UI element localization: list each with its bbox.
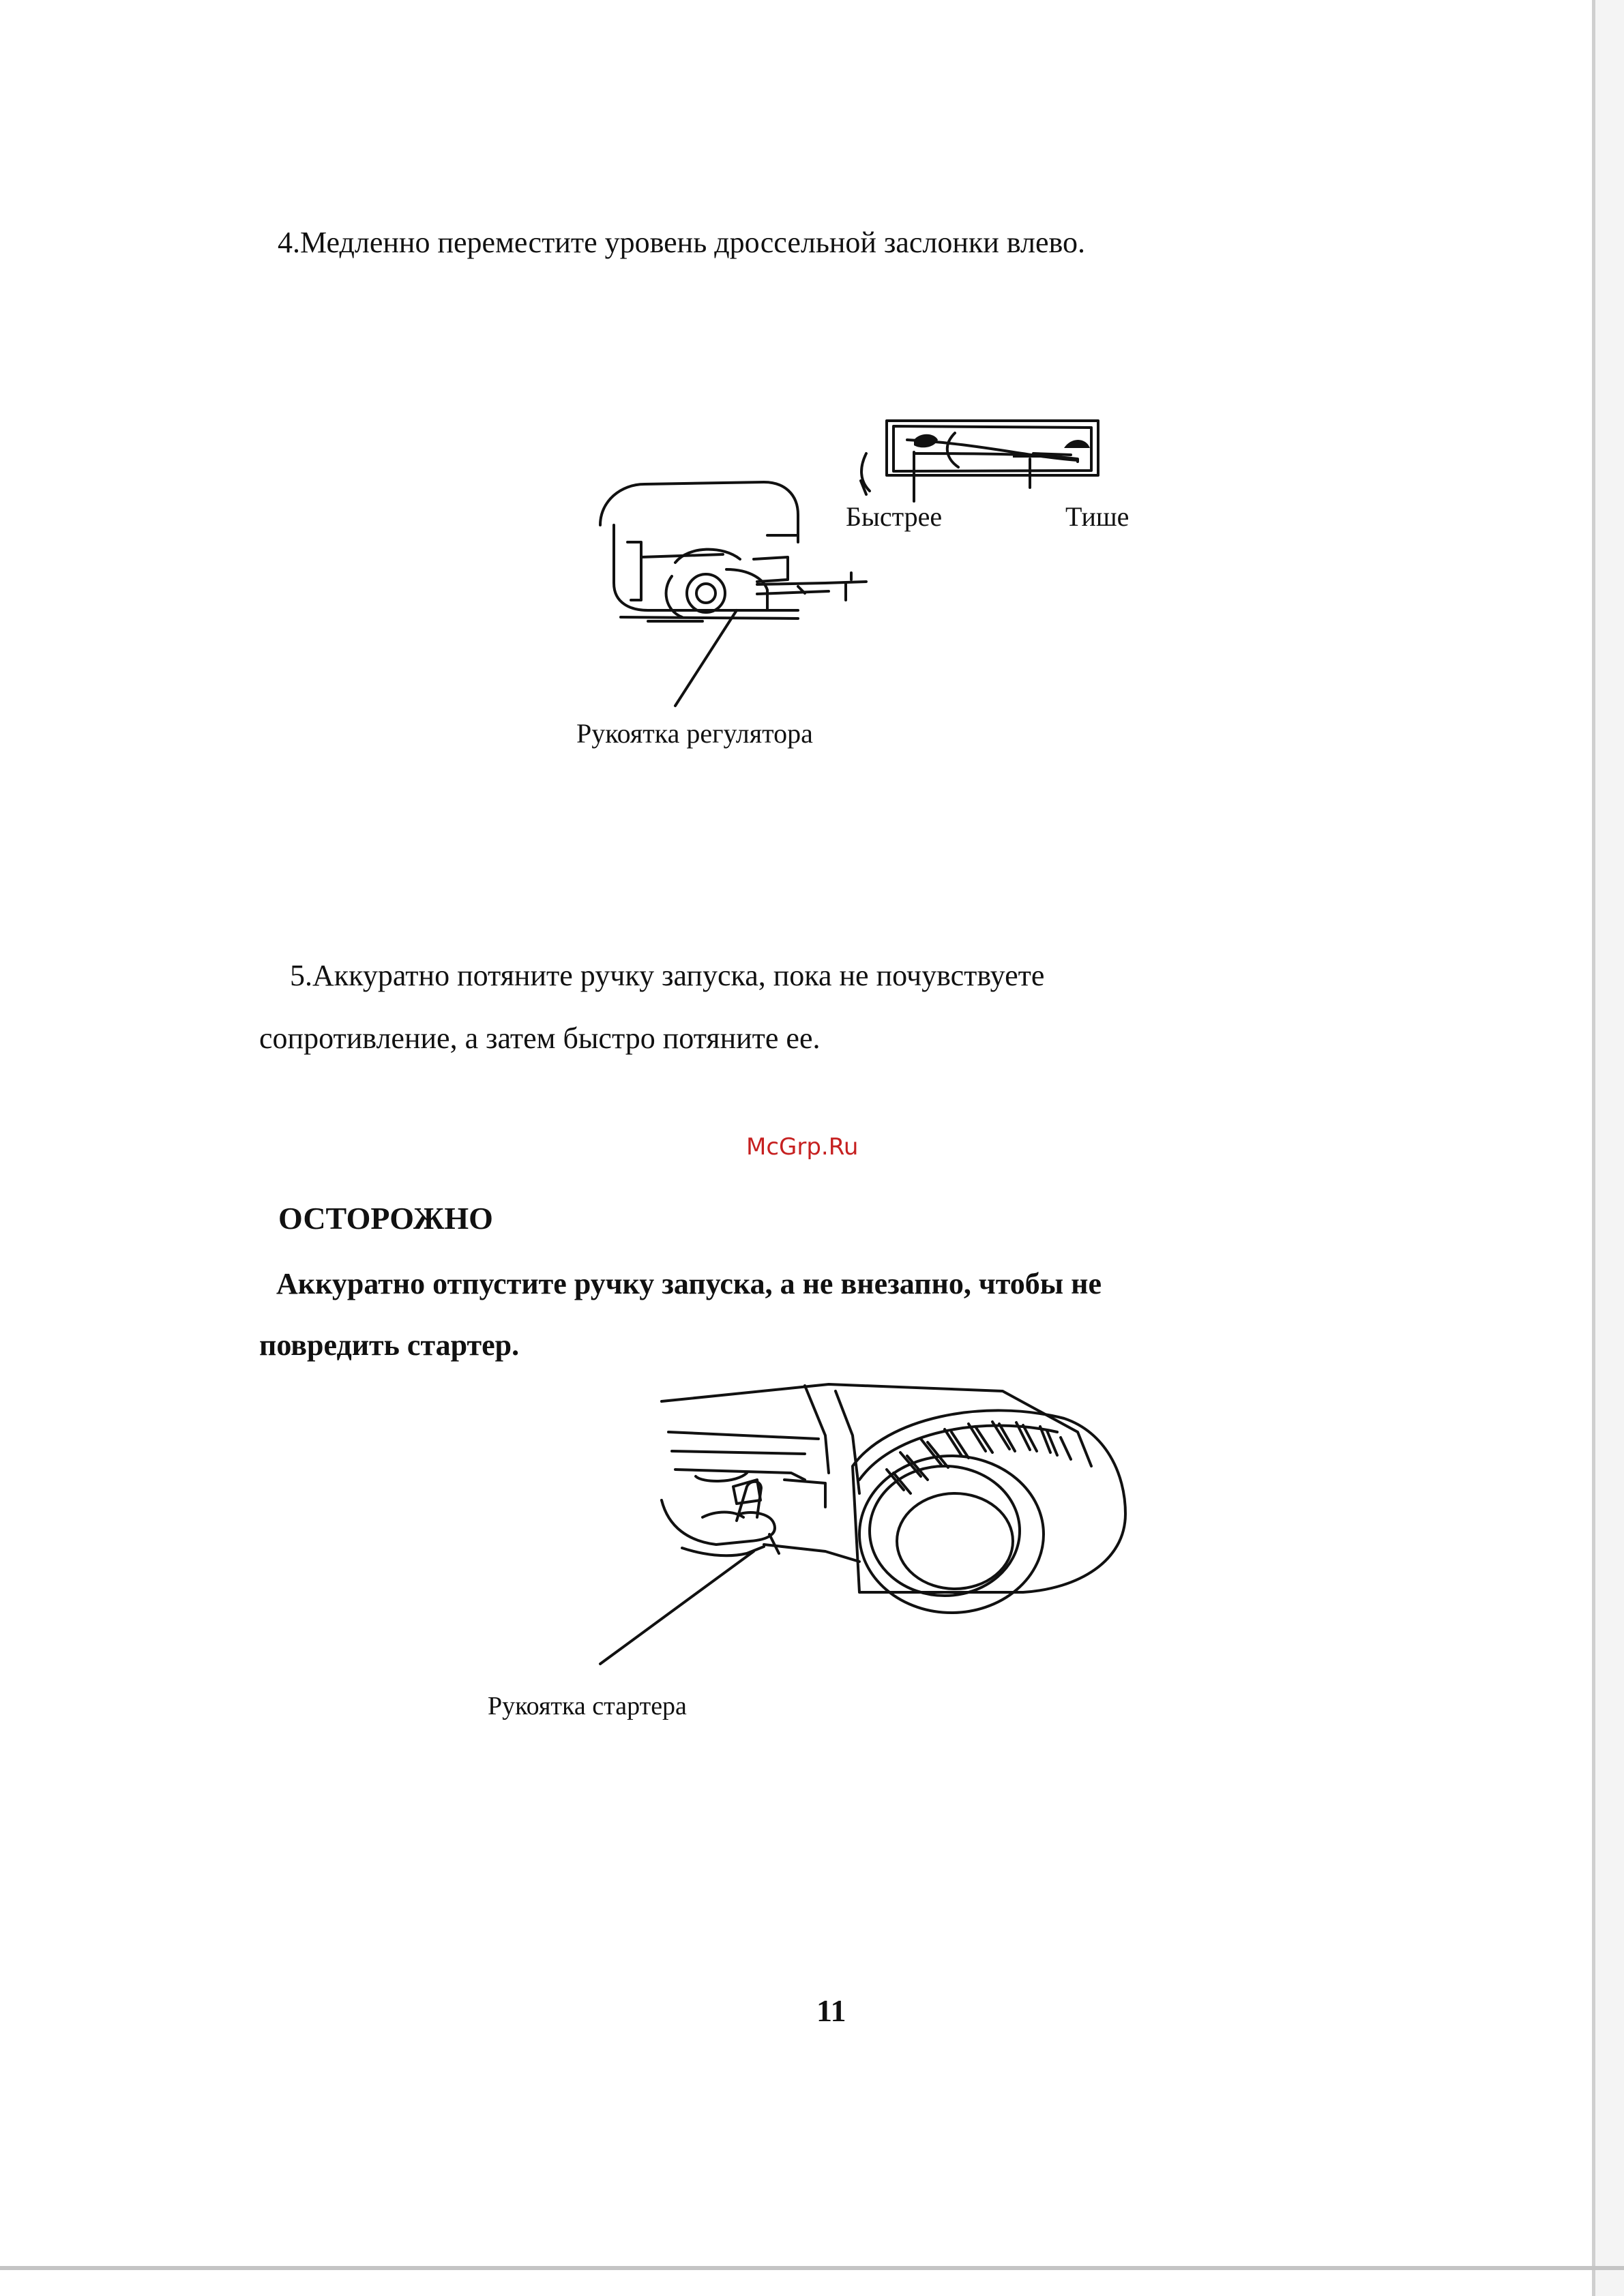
watermark: McGrp.Ru <box>746 1133 859 1161</box>
step-5-text-line2: сопротивление, а затем быстро потяните ее. <box>259 1022 821 1055</box>
slow-label: Тише <box>1065 501 1130 532</box>
starter-handle-label: Рукоятка стартера <box>488 1692 687 1720</box>
engine-body <box>662 1384 1091 1466</box>
recoil-starter-figure <box>600 1371 1146 1691</box>
step-5-text-line1: 5.Аккуратно потяните ручку запуска, пока не почувствуете <box>290 959 1045 992</box>
fast-rabbit-icon <box>914 434 938 448</box>
slow-turtle-icon <box>1064 440 1090 448</box>
engine-housing <box>600 482 798 542</box>
governor-pivot <box>687 574 725 612</box>
caution-text-line1: Аккуратно отпустите ручку запуска, а не внезапно, чтобы не <box>276 1267 1102 1300</box>
throttle-lever-figure <box>593 406 1153 726</box>
page-edge-bottom <box>0 2266 1624 2270</box>
fast-label: Быстрее <box>846 501 943 532</box>
page-edge-right <box>1592 0 1595 2296</box>
scan-shadow <box>1595 0 1624 2296</box>
governor-lever <box>757 582 866 584</box>
governor-handle-label: Рукоятка регулятора <box>576 718 813 749</box>
step-4-text: 4.Медленно переместите уровень дроссельной заслонки влево. <box>278 226 1086 259</box>
caution-text-line2: повредить стартер. <box>259 1328 520 1362</box>
page-number: 11 <box>816 1993 846 2028</box>
caution-title: ОСТОРОЖНО <box>278 1201 493 1236</box>
